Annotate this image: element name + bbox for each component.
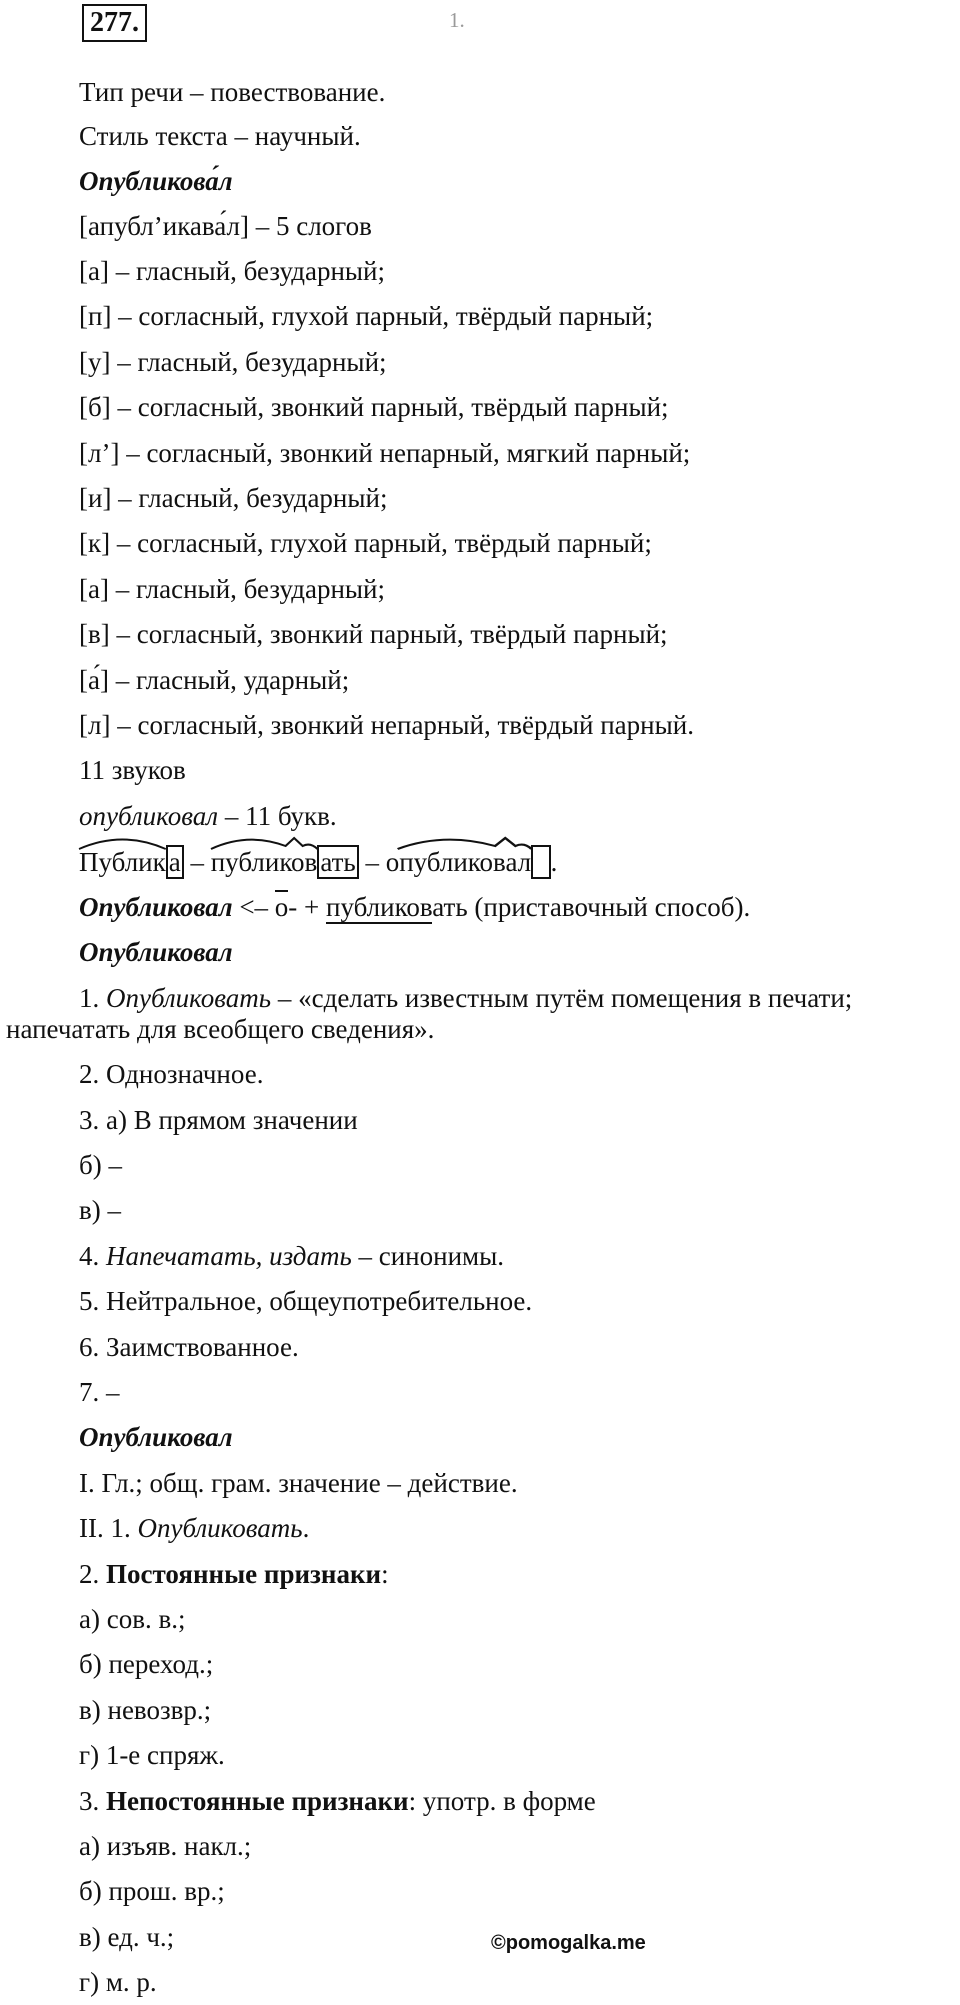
root-arc-word-2: публиков (211, 846, 318, 878)
ending-box-word-1: а (166, 845, 184, 879)
lexical-item: 6. Заимствованное. (79, 1332, 299, 1362)
speech-type: Тип речи – повествование. (79, 77, 386, 107)
arrow: <– (232, 892, 275, 922)
ending-box-word-2: ать (317, 845, 358, 879)
sound-line: [в] – согласный, звонкий парный, твёрдый парный; (79, 619, 668, 649)
lexical-item: 5. Нейтральное, общеупотребительное. (79, 1286, 533, 1316)
sound-line: [к] – согласный, глухой парный, твёрдый парный; (79, 528, 652, 558)
lexical-meaning: 1. Опубликовать – «сделать известным путём помещения в печати; (79, 983, 853, 1013)
base-ending: ать (432, 892, 468, 922)
dash: – (358, 847, 386, 877)
morph-item: б) прош. вр.; (79, 1876, 225, 1906)
watermark: ©pomogalka.me (491, 1932, 646, 1954)
period: . (550, 847, 558, 877)
sound-line: [а] – гласный, безударный; (79, 256, 386, 286)
derivation-method: (приставочный способ). (467, 892, 751, 922)
prefix-marker: о (274, 892, 289, 922)
sound-line: [а] – гласный, безударный; (79, 574, 386, 604)
morph-item: г) м. р. (79, 1967, 157, 1997)
phonetic-word: Опубликова́л (79, 166, 233, 196)
morph-item: в) ед. ч.; (79, 1922, 175, 1952)
sound-line: [и] – гласный, безударный; (79, 483, 388, 513)
sound-line: [л’] – согласный, звонкий непарный, мягкий парный; (79, 438, 691, 468)
lexical-item: 3. а) В прямом значении (79, 1105, 358, 1135)
derivation-base: публиков (326, 892, 433, 922)
morph-item: II. 1. Опубликовать. (79, 1513, 310, 1543)
dash: – (183, 847, 211, 877)
lexical-title: Опубликовал (79, 937, 233, 967)
morph-item: а) сов. в.; (79, 1604, 186, 1634)
exercise-number: 277. (82, 4, 147, 42)
lexical-meaning-cont: напечатать для всеобщего сведения». (6, 1014, 435, 1044)
sound-line: [л] – согласный, звонкий непарный, твёрдый парный. (79, 710, 694, 740)
letters-count (79, 800, 337, 832)
derivation-word: Опубликовал (79, 892, 233, 922)
plus: - + (288, 892, 327, 922)
page-number: 1. (449, 8, 465, 32)
morph-item: 3. Непостоянные признаки: употр. в форме (79, 1786, 596, 1816)
lexical-item: 7. – (79, 1377, 120, 1407)
lexical-item: в) – (79, 1195, 121, 1225)
sound-line: [а́] – гласный, ударный; (79, 665, 350, 695)
letters-count-rest: – 11 букв. (218, 801, 337, 831)
sound-line: [б] – согласный, звонкий парный, твёрдый парный; (79, 392, 669, 422)
lexical-item: 4. Напечатать, издать – синонимы. (79, 1241, 505, 1271)
morph-item: б) переход.; (79, 1649, 214, 1679)
lexical-item: 2. Однозначное. (79, 1059, 264, 1089)
morph-title: Опубликовал (79, 1422, 233, 1452)
morph-item: I. Гл.; общ. грам. значение – действие. (79, 1468, 518, 1498)
letters-count-word: опубликовал (79, 801, 219, 831)
morph-item: 2. Постоянные признаки: (79, 1559, 389, 1589)
morph-item: в) невозвр.; (79, 1695, 212, 1725)
text-style: Стиль текста – научный. (79, 121, 361, 151)
sound-line: [п] – согласный, глухой парный, твёрдый парный; (79, 301, 654, 331)
morph-item: а) изъяв. накл.; (79, 1831, 252, 1861)
sound-line: [у] – гласный, безударный; (79, 347, 387, 377)
derivation-line (79, 891, 750, 923)
root-arc-word-3: опубликовал (386, 846, 531, 878)
morpheme-chain (79, 846, 557, 878)
morph-item: г) 1-е спряж. (79, 1740, 225, 1770)
zero-ending-box (531, 845, 551, 879)
lexical-item: б) – (79, 1150, 122, 1180)
sounds-count: 11 звуков (79, 755, 186, 785)
root-arc-word-1: Публик (79, 846, 166, 878)
transcription: [апубл’икава́л] – 5 слогов (79, 211, 372, 241)
